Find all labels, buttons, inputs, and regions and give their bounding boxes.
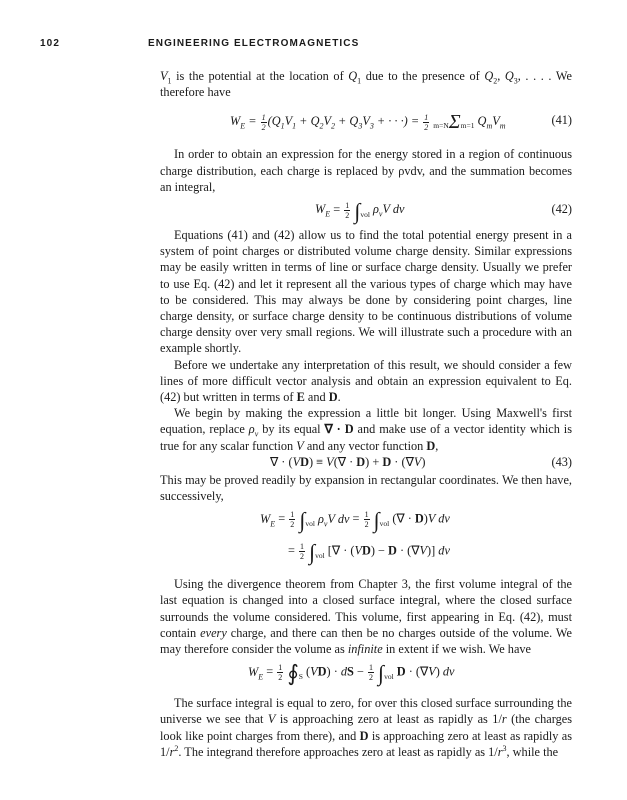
equation-surface-volume: $W_E$ = $\frac{1}{2}$ $∮_S$ (VD) · dS − $\frac{1}{2}$ $\int_{vol}$ D · (∇V) dv bbox=[248, 660, 455, 686]
paragraph-6: This may be proved readily by expansion in rectangular coordinates. We then have, successively, bbox=[160, 472, 572, 504]
paragraph-3: Equations (41) and (42) allow us to find the total potential energy present in a system of point charges or distributed volume charge density. Similar expressions may be easily written in terms of line or surface charge density. Usually we prefer to use Eq. (42) and let it represent all the various types of charge which may have to be considered. This may always be done by considering point charges, line charge density, or surface charge density to be continuous distributions of volume charge density over very small regions. We will illustrate such a procedure with an example shortly. bbox=[160, 228, 572, 356]
equation-42: $W_E$ = $\frac{1}{2}$ $\int_{vol}$ $\rho_vV$ dv (42) bbox=[315, 198, 572, 224]
paragraph-2: In order to obtain an expression for the energy stored in a region of continuous charge distribution, each charge is replaced by ρvdv, and the summation becomes an integral, bbox=[160, 147, 572, 194]
paragraph-4: Before we undertake any interpretation of this result, we should consider a few lines of more difficult vector analysis and obtain an expression equivalent to Eq. (42) but written in terms of E and D. bbox=[160, 357, 572, 405]
paragraph-1: $V_1$ is the potential at the location of $Q_1$ due to the presence of $Q_2$, $Q_3$, . . . . We therefore have bbox=[160, 69, 572, 100]
running-title: ENGINEERING ELECTROMAGNETICS bbox=[148, 38, 360, 49]
equation-41: $W_E$ = $\frac{1}{2}$ ($Q_1V_1 + Q_2V_2 + Q_3V_3$ + · · ·) = $\frac{1}{2}$ m=NΣm=1 $Q_mV_m$ (41) bbox=[230, 111, 572, 134]
running-header bbox=[40, 38, 580, 52]
page-number: 102 bbox=[40, 38, 60, 49]
equation-successive-1: $W_E$ = $\frac{1}{2}$ $\int_{vol}$ $\rho_vV$ dv = $\frac{1}{2}$ $\int_{vol}$ (∇ · D)V dv bbox=[260, 507, 450, 533]
equation-successive-2: = $\frac{1}{2}$ $\int_{vol}$ [∇ · (VD) − D · (∇V)] dv bbox=[288, 539, 450, 565]
equation-43: ∇ · (VD) ≡ V(∇ · D) + D · (∇V) (43) bbox=[270, 454, 572, 469]
paragraph-8: The surface integral is equal to zero, for over this closed surface surrounding the universe we see that V is approaching zero at least as rapidly as 1/r (the charges look like point charges from there), and D is approaching zero at least as rapidly as $1/r^2$. The integrand therefore approaches zero at least as rapidly as $1/r^3$, while the bbox=[160, 696, 572, 759]
paragraph-5: We begin by making the expression a little bit longer. Using Maxwell's first equation, replace $\rho_v$ by its equal ∇ · D and make use of a vector identity which is true for any scalar function V and any vector function D, bbox=[160, 406, 573, 453]
paragraph-7: Using the divergence theorem from Chapter 3, the first volume integral of the last equation is changed into a closed surface integral, where the closed surface surrounds the volume considered. This volume, first appearing in Eq. (42), must contain every charge, and there can then be no charges outside of the volume. We may therefore consider the volume as infinite in extent if we wish. We have bbox=[160, 577, 573, 657]
page-body bbox=[160, 68, 572, 760]
